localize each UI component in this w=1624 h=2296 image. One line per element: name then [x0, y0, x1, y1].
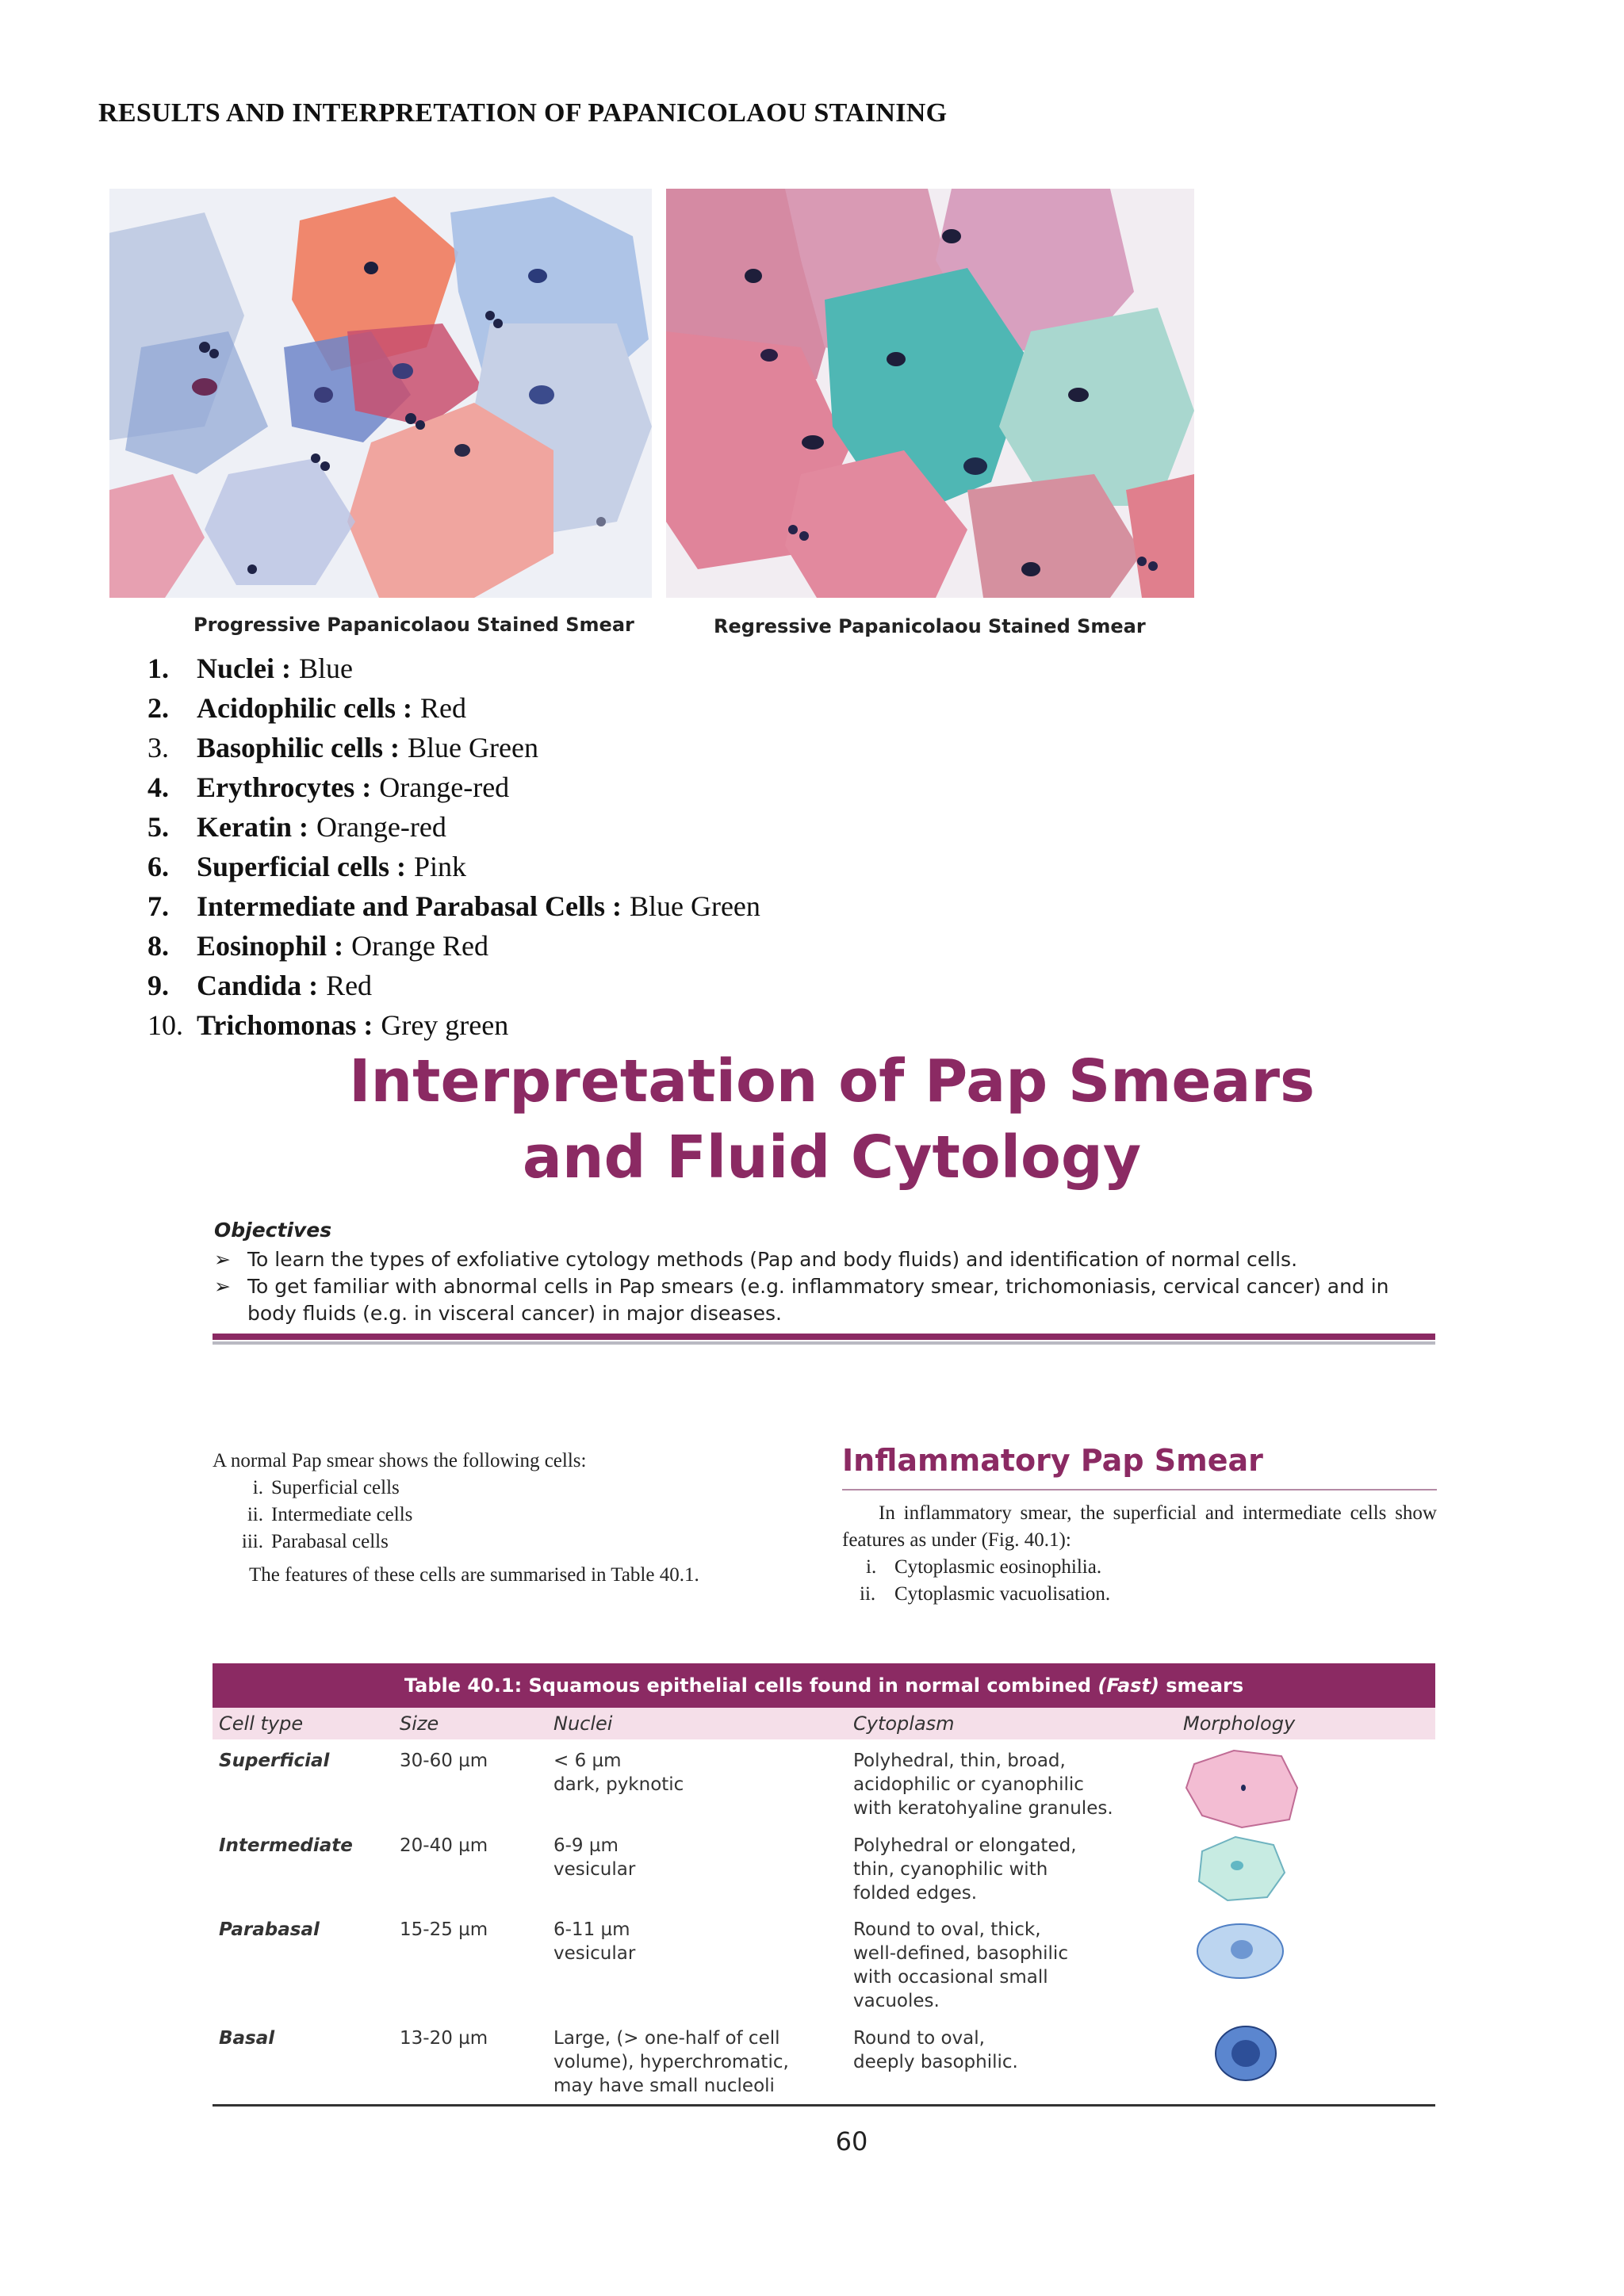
list-item — [147, 847, 760, 886]
item-number: 1. — [147, 652, 169, 684]
item-value: Red — [326, 970, 373, 1001]
column-header: Size — [400, 1712, 439, 1735]
superficial-cell-illustration — [1178, 1744, 1305, 1831]
cell-type: Intermediate — [219, 1835, 353, 1856]
list-item — [842, 1581, 1437, 1608]
item-text: Intermediate cells — [271, 1504, 413, 1525]
objective-item — [214, 1273, 1435, 1327]
column-header: Cell type — [219, 1712, 304, 1735]
cell-type: Parabasal — [219, 1919, 320, 1940]
cell-nuclei: 6-11 µm vesicular — [553, 1919, 636, 1964]
list-item — [147, 649, 760, 688]
cell-size: 30-60 µm — [400, 1751, 488, 1771]
item-label: Keratin : — [197, 811, 308, 843]
item-text: Cytoplasmic vacuolisation. — [894, 1583, 1111, 1605]
table-bottom-rule — [213, 2104, 1435, 2107]
item-number: 4. — [147, 771, 169, 803]
item-number: 5. — [147, 811, 169, 843]
roman-numeral: i. — [866, 1556, 877, 1578]
item-label: Superficial cells : — [197, 851, 406, 882]
table-header-row — [213, 1708, 1435, 1739]
chapter-title-line1: Interpretation of Pap Smears — [348, 1047, 1316, 1115]
objective-item — [214, 1246, 1435, 1273]
divider — [842, 1489, 1437, 1490]
list-item — [213, 1475, 699, 1502]
parabasal-cell-illustration — [1193, 1918, 1288, 1984]
intermediate-cell-illustration — [1188, 1829, 1291, 1905]
arrow-bullet-icon: ➢ — [214, 1248, 231, 1271]
item-value: Blue — [298, 652, 353, 684]
item-text: Parabasal cells — [271, 1531, 389, 1552]
item-text: Superficial cells — [271, 1477, 400, 1498]
normal-smear-summary: The features of these cells are summarised in Table 40.1. — [249, 1564, 699, 1586]
objectives-list — [214, 1246, 1435, 1327]
item-label: Nuclei : — [197, 652, 291, 684]
column-header: Nuclei — [553, 1712, 613, 1735]
list-item — [147, 767, 760, 807]
item-text: Cytoplasmic eosinophilia. — [894, 1556, 1102, 1578]
list-item — [213, 1502, 699, 1529]
list-item — [147, 886, 760, 926]
item-value: Grey green — [381, 1009, 509, 1041]
item-label: Erythrocytes : — [197, 771, 372, 803]
cell-size: 20-40 µm — [400, 1835, 488, 1856]
item-label: Intermediate and Parabasal Cells : — [197, 890, 622, 922]
roman-numeral: iii. — [241, 1531, 263, 1552]
list-item — [842, 1554, 1437, 1581]
cell-size: 13-20 µm — [400, 2028, 488, 2049]
page-heading: RESULTS AND INTERPRETATION OF PAPANICOLAOU STAINING — [98, 98, 948, 128]
list-item — [213, 1529, 699, 1556]
item-label: Candida : — [197, 970, 319, 1001]
regressive-caption: Regressive Papanicolaou Stained Smear — [714, 615, 1146, 637]
cell-nuclei: Large, (> one-half of cell volume), hyperchromatic, may have small nucleoli — [553, 2028, 789, 2096]
cell-type: Basal — [219, 2028, 275, 2049]
table-caption — [213, 1663, 1435, 1708]
item-label: Basophilic cells : — [197, 732, 400, 763]
table-row — [213, 2026, 1435, 2103]
item-label: Trichomonas : — [197, 1009, 373, 1041]
page-number: 60 — [835, 2126, 868, 2156]
table-caption-italic: (Fast) — [1097, 1674, 1159, 1697]
chapter-title-line2: and Fluid Cytology — [522, 1123, 1142, 1192]
basal-cell-illustration — [1210, 2022, 1281, 2085]
table-row — [213, 1834, 1435, 1913]
list-item — [147, 688, 760, 728]
inflammatory-section — [842, 1500, 1437, 1608]
item-number: 2. — [147, 692, 169, 724]
item-label: Eosinophil : — [197, 930, 344, 962]
item-value: Blue Green — [408, 732, 538, 763]
item-label: Acidophilic cells : — [197, 692, 412, 724]
item-value: Pink — [413, 851, 466, 882]
regressive-smear-image — [666, 189, 1194, 598]
objective-text: To get familiar with abnormal cells in Pap smears (e.g. inflammatory smear, trichomoniasis, cervical cancer) and in body fluids (e.g. in visceral cancer) in major diseases. — [247, 1275, 1389, 1325]
item-value: Orange Red — [351, 930, 489, 962]
stain-results-list — [147, 649, 760, 1045]
cell-cytoplasm: Polyhedral or elongated, thin, cyanophilic with folded edges. — [853, 1835, 1077, 1904]
item-value: Orange-red — [379, 771, 510, 803]
cell-size: 15-25 µm — [400, 1919, 488, 1940]
list-item — [147, 807, 760, 847]
objectives-heading: Objectives — [214, 1219, 332, 1242]
item-number: 6. — [147, 851, 169, 882]
item-number: 3. — [147, 732, 169, 763]
table-caption-text: Table 40.1: Squamous epithelial cells found in normal combined — [404, 1674, 1098, 1697]
item-value: Red — [420, 692, 466, 724]
progressive-smear-image — [109, 189, 652, 598]
list-item — [147, 728, 760, 767]
item-number: 7. — [147, 890, 169, 922]
item-number: 8. — [147, 930, 169, 962]
roman-numeral: i. — [252, 1477, 263, 1498]
divider — [213, 1334, 1435, 1340]
table-row — [213, 1918, 1435, 2021]
item-number: 9. — [147, 970, 169, 1001]
progressive-caption: Progressive Papanicolaou Stained Smear — [193, 614, 634, 636]
roman-numeral: ii. — [247, 1504, 263, 1525]
table-row — [213, 1749, 1435, 1828]
list-item — [147, 966, 760, 1005]
table-caption-suffix: smears — [1159, 1674, 1244, 1697]
list-item — [147, 926, 760, 966]
column-header: Morphology — [1183, 1712, 1296, 1735]
cell-cytoplasm: Round to oval, thick, well-defined, basophilic with occasional small vacuoles. — [853, 1919, 1068, 2011]
column-header: Cytoplasm — [853, 1712, 955, 1735]
normal-smear-intro: A normal Pap smear shows the following cells: — [213, 1450, 587, 1471]
normal-smear-section — [213, 1448, 699, 1589]
divider — [213, 1341, 1435, 1345]
cell-cytoplasm: Polyhedral, thin, broad, acidophilic or cyanophilic with keratohyaline granules. — [853, 1751, 1113, 1819]
roman-numeral: ii. — [860, 1583, 876, 1605]
item-number: 10. — [147, 1009, 183, 1041]
item-value: Blue Green — [629, 890, 760, 922]
inflammatory-title: Inflammatory Pap Smear — [842, 1443, 1263, 1478]
cell-cytoplasm: Round to oval, deeply basophilic. — [853, 2028, 1018, 2072]
cell-nuclei: < 6 µm dark, pyknotic — [553, 1751, 684, 1795]
item-value: Orange-red — [316, 811, 446, 843]
cell-nuclei: 6-9 µm vesicular — [553, 1835, 636, 1880]
list-item — [147, 1005, 760, 1045]
cell-type: Superficial — [219, 1751, 330, 1771]
inflammatory-intro: In inflammatory smear, the superficial and intermediate cells show features as under (Fig. 40.1): — [842, 1502, 1437, 1551]
objective-text: To learn the types of exfoliative cytology methods (Pap and body fluids) and identification of normal cells. — [247, 1248, 1298, 1271]
arrow-bullet-icon: ➢ — [214, 1275, 231, 1298]
